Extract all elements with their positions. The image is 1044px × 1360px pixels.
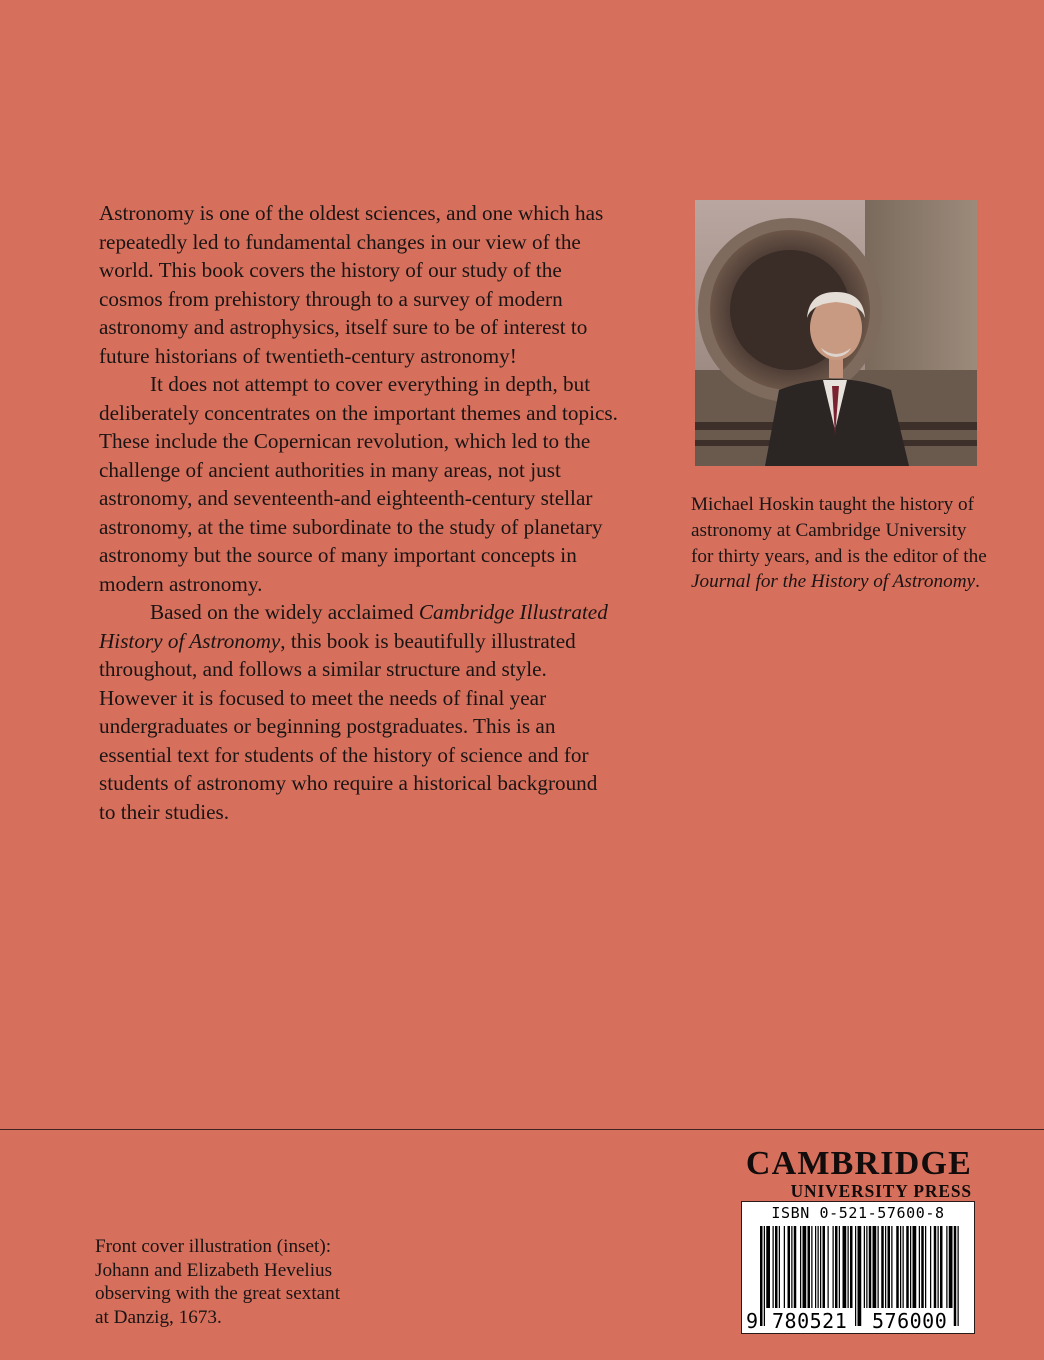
barcode-bar (921, 1226, 924, 1308)
barcode-bar (881, 1226, 884, 1308)
barcode-bar (900, 1226, 901, 1308)
barcode-bar (888, 1226, 891, 1308)
horizontal-divider (0, 1129, 1044, 1130)
barcode-bar (818, 1226, 819, 1308)
barcode-bar (866, 1226, 867, 1308)
barcode-bar (934, 1226, 937, 1308)
barcode-bar (811, 1226, 812, 1308)
barcode-bar (773, 1226, 774, 1308)
barcode-bar (903, 1226, 904, 1308)
publisher-subtitle: UNIVERSITY PRESS (790, 1181, 972, 1201)
barcode-bar (828, 1226, 829, 1308)
back-cover-blurb (99, 199, 619, 826)
ean-right-group: 576000 (872, 1309, 948, 1333)
blurb-paragraph-1: Astronomy is one of the oldest sciences, and one which has repeatedly led to fundamental changes in our view of the world. This book covers the history of our study of the cosmos from prehistory through to a survey of modern astronomy and astrophysics, itself sure to be of interest to future historians of twentieth-century astronomy! (99, 201, 604, 368)
ean-first-digit: 9 (746, 1309, 759, 1333)
barcode-bar (954, 1226, 957, 1326)
barcode-bar (760, 1226, 763, 1326)
barcode-bar (906, 1226, 909, 1308)
caption-line-3: observing with the great sextant (95, 1283, 341, 1304)
blurb-p3-intro: Based on the widely acclaimed (150, 600, 419, 624)
author-bio-text: Michael Hoskin taught the history of astronomy at Cambridge University for thirty years, and is the editor of the (691, 494, 987, 567)
barcode-bar (878, 1226, 879, 1308)
barcode-bar (835, 1226, 838, 1308)
barcode-bar (775, 1226, 778, 1308)
barcode-bar (784, 1226, 785, 1308)
barcode-bar (858, 1226, 862, 1326)
barcode-bar (766, 1226, 770, 1308)
barcode-bar (891, 1226, 892, 1308)
barcode-bar (938, 1226, 939, 1308)
barcode-bar (850, 1226, 853, 1308)
blurb-paragraph-3 (99, 598, 619, 826)
barcode-bar (848, 1226, 849, 1308)
barcode-bar (885, 1226, 886, 1308)
isbn-label: ISBN 0-521-57600-8 (771, 1204, 945, 1222)
barcode-bar (839, 1226, 840, 1308)
author-bio (691, 492, 991, 595)
blurb-book-title: Cambridge Illustrated History of Astronomy (99, 600, 608, 653)
barcode-bar (940, 1226, 943, 1308)
barcode-bar (910, 1226, 911, 1308)
barcode-bar (949, 1226, 953, 1308)
barcode-bar (833, 1226, 834, 1308)
caption-line-4: at Danzig, 1673. (95, 1306, 222, 1328)
barcode-bar (779, 1226, 780, 1308)
blurb-paragraph-2: It does not attempt to cover everything in depth, but deliberately concentrates on the important themes and topics. These include the Copernican revolution, which led to the challenge of ancient authorities in many areas, not just astronomy, and seventeenth-and eighteenth-century stellar astronomy, at the time subordinate to the study of planetary astronomy but the source of many important concepts in modern astronomy. (99, 372, 618, 596)
barcode-bar (820, 1226, 821, 1308)
barcode-bar (913, 1226, 917, 1308)
barcode-bar (930, 1226, 931, 1308)
barcode-bar (764, 1226, 765, 1326)
ean-left-group: 780521 (772, 1309, 848, 1333)
barcode-bar (815, 1226, 816, 1308)
barcode-bar (794, 1226, 797, 1308)
barcode-bar (843, 1226, 847, 1308)
barcode-bar (873, 1226, 877, 1308)
author-photo-illustration (695, 200, 977, 466)
barcode-bar (946, 1226, 947, 1308)
barcode-bar (855, 1226, 856, 1326)
barcode-bar (919, 1226, 920, 1308)
author-bio-end: . (975, 571, 980, 593)
barcode-bar (791, 1226, 792, 1308)
barcode-bar (864, 1226, 865, 1308)
caption-line-2: Johann and Elizabeth Hevelius (95, 1259, 333, 1281)
publisher-logo (746, 1147, 972, 1201)
barcode-bar (869, 1226, 872, 1308)
journal-title: Journal for the History of Astronomy (691, 571, 976, 593)
caption-line-1: Front cover illustration (inset): (95, 1236, 332, 1257)
barcode-bar (808, 1226, 811, 1308)
author-photo (695, 200, 977, 466)
isbn-barcode (742, 1202, 974, 1333)
publisher-name: CAMBRIDGE (745, 1145, 972, 1182)
blurb-p3-rest: , this book is beautifully illustrated throughout, and follows a similar structure and style. However it is focused to meet the needs of final year undergraduates or beginning postgraduates. This is an essential text for students of the history of science and for students of astronomy who require a historical background to their studies. (99, 628, 598, 824)
barcode-bar (925, 1226, 926, 1308)
barcode-bar (823, 1226, 826, 1308)
barcode-bar (800, 1226, 801, 1308)
barcode-bar (958, 1226, 959, 1326)
cover-illustration-caption (95, 1235, 415, 1329)
barcode-bar (788, 1226, 791, 1308)
barcode-bar (803, 1226, 807, 1308)
barcode-bar (896, 1226, 899, 1308)
